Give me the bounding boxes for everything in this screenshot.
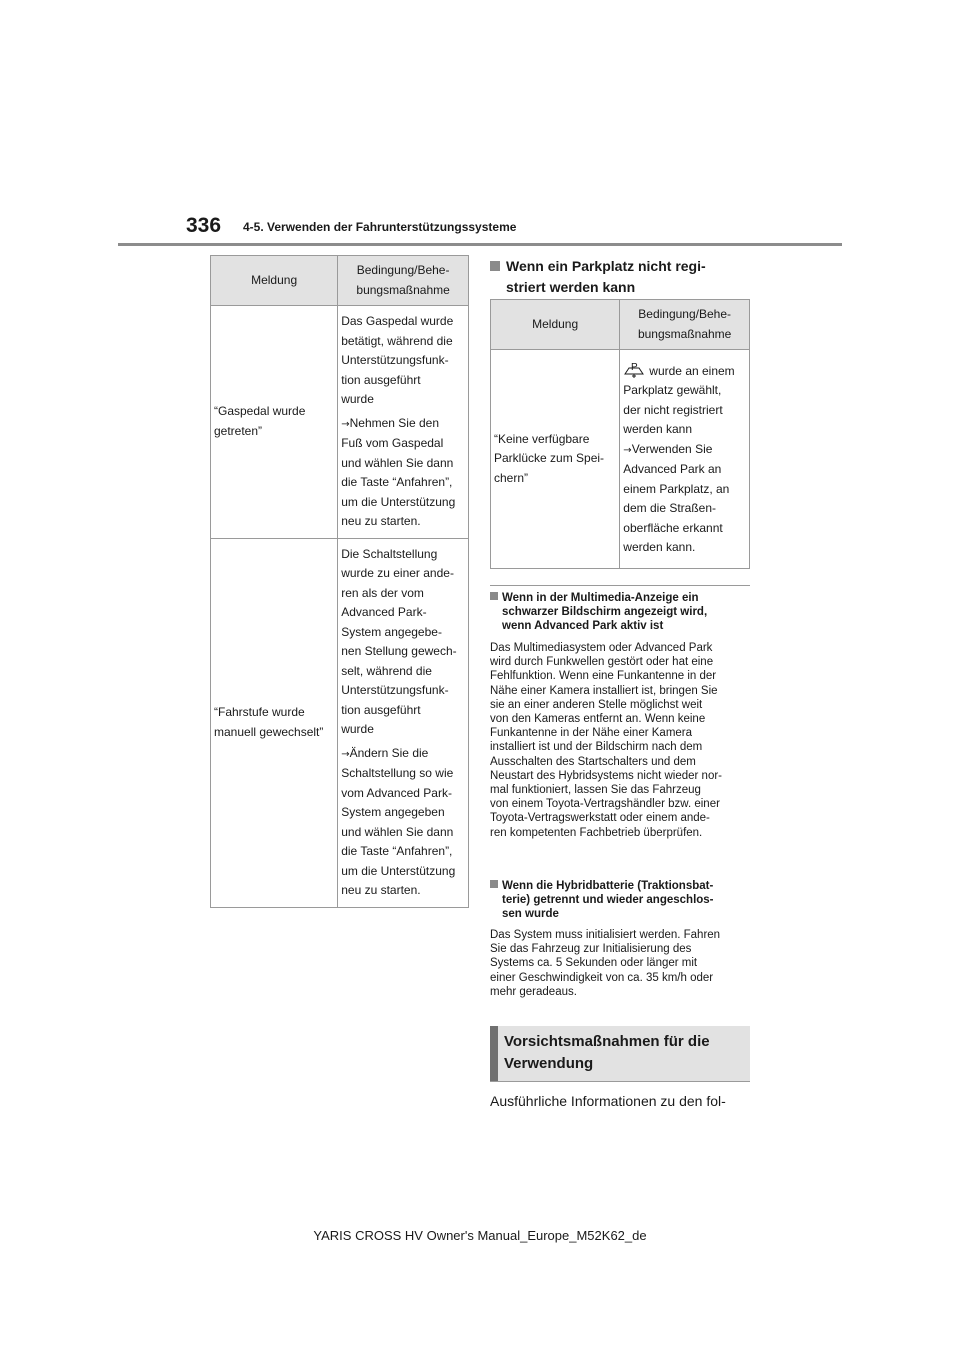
- body-line: einer Geschwindigkeit von ca. 35 km/h oder: [490, 971, 714, 984]
- square-bullet-icon: [490, 592, 498, 600]
- condition-line: werden kann: [623, 422, 693, 436]
- body-line: Das Multimediasystem oder Advanced Park: [490, 642, 713, 654]
- condition-line: Parkplatz gewählt,: [623, 383, 722, 397]
- condition-line: wurde zu einer ande-: [341, 566, 454, 580]
- message-line: “Fahrstufe wurde: [214, 705, 305, 719]
- condition-cell: [338, 306, 469, 539]
- message-cell: [211, 538, 338, 907]
- header-line: bungsmaßnahme: [637, 326, 732, 341]
- action-line: Schaltstellung so wie: [341, 766, 454, 780]
- condition-line: wurde: [341, 392, 374, 406]
- note-title-line: sen wurde: [502, 908, 559, 920]
- left-message-table: [210, 255, 469, 908]
- table-header-row: [211, 256, 469, 306]
- note-body-hybrid-battery: [490, 928, 752, 999]
- heading-line: Wenn ein Parkplatz nicht regi-: [506, 258, 706, 274]
- body-line: Fehlfunktion. Wenn eine Funkantenne in der: [490, 670, 717, 683]
- right-message-table: [490, 299, 750, 569]
- action-line: einem Parkplatz, an: [623, 481, 730, 496]
- table-row: [211, 306, 469, 539]
- note-heading-black-screen: [490, 591, 750, 633]
- square-bullet-icon: [490, 261, 500, 271]
- arrow-icon: →: [623, 444, 632, 456]
- section-header: 4-5. Verwenden der Fahrunterstützungssysteme: [243, 220, 517, 234]
- table-row: [211, 538, 469, 907]
- message-line: getreten”: [214, 423, 263, 438]
- action-line: die Taste “Anfahren”,: [341, 844, 453, 858]
- arrow-icon: →: [341, 418, 350, 430]
- message-line: “Keine verfügbare: [494, 431, 590, 446]
- body-line: installiert ist und der Bildschirm nach dem: [490, 741, 703, 754]
- condition-line: betätigt, während die: [341, 333, 453, 348]
- condition-line: tion ausgeführt: [341, 372, 421, 387]
- body-line: wird durch Funkwellen gestört oder hat eine: [490, 656, 714, 669]
- condition-line: Unterstützungsfunk-: [341, 353, 449, 367]
- arrow-icon: →: [341, 748, 350, 760]
- message-line: Parklücke zum Spei-: [494, 451, 605, 466]
- condition-line: nen Stellung gewech-: [341, 644, 457, 658]
- parking-not-registered-heading: [490, 256, 752, 298]
- table-row: [491, 350, 750, 569]
- condition-line: ren als der vom: [341, 585, 424, 600]
- header-line: Bedingung/Behe-: [638, 307, 732, 321]
- note-title-line: Wenn in der Multimedia-Anzeige ein: [502, 592, 699, 604]
- action-line: Ändern Sie die: [349, 745, 429, 760]
- message-line: chern”: [494, 470, 529, 485]
- action-line: Fuß vom Gaspedal: [341, 436, 444, 450]
- action-line: vom Advanced Park-: [341, 785, 452, 800]
- header-line: bungsmaßnahme: [356, 282, 450, 297]
- condition-line: wurde an einem: [649, 363, 735, 378]
- callout-title: [504, 1031, 744, 1075]
- condition-cell: [620, 350, 750, 569]
- action-line: werden kann.: [623, 540, 696, 554]
- body-line: Neustart des Hybridsystems nicht wieder nor-: [490, 769, 722, 782]
- condition-line: System angegebe-: [341, 624, 442, 639]
- message-line: “Gaspedal wurde: [214, 404, 306, 419]
- footer: YARIS CROSS HV Owner's Manual_Europe_M52K62_de: [313, 1228, 647, 1243]
- section-divider: [490, 585, 750, 586]
- note-title-line: Wenn die Hybridbatterie (Traktionsbat-: [502, 880, 714, 892]
- condition-cell: [338, 538, 469, 907]
- precautions-callout: [490, 1026, 750, 1081]
- note-title-line: schwarzer Bildschirm angezeigt wird,: [502, 606, 708, 618]
- header-line: Bedingung/Behe-: [356, 263, 450, 277]
- condition-line: Unterstützungsfunk-: [341, 683, 449, 697]
- parking-icon: [623, 361, 645, 379]
- body-line: mal funktioniert, lassen Sie das Fahrzeug: [490, 784, 701, 797]
- condition-line: Die Schaltstellung: [341, 546, 438, 561]
- condition-line: der nicht registriert: [623, 402, 723, 417]
- action-line: und wählen Sie dann: [341, 824, 454, 839]
- action-line: um die Unterstützung: [341, 863, 456, 878]
- svg-text:P: P: [631, 361, 638, 373]
- callout-line: Verwendung: [504, 1055, 594, 1072]
- body-line: Das System muss initialisiert werden. Fahren: [490, 929, 721, 941]
- note-title-line: wenn Advanced Park aktiv ist: [502, 620, 664, 632]
- header-meldung: Meldung: [211, 256, 338, 306]
- body-line: von einem Toyota-Vertragshändler bzw. einer: [490, 798, 720, 811]
- body-line: Sie das Fahrzeug zur Initialisierung des: [490, 943, 692, 956]
- condition-line: selt, während die: [341, 663, 432, 678]
- action-line: System angegeben: [341, 805, 445, 819]
- note-heading-hybrid-battery: [490, 879, 750, 921]
- body-line: mehr geradeaus.: [490, 985, 577, 998]
- header-rule: [118, 243, 842, 246]
- note-body-black-screen: [490, 641, 752, 840]
- square-bullet-icon: [490, 880, 498, 888]
- condition-line: Advanced Park-: [341, 605, 427, 619]
- action-line: die Taste “Anfahren”,: [341, 475, 453, 489]
- message-line: manuell gewechselt”: [214, 724, 324, 739]
- note-title-line: terie) getrennt und wieder angeschlos-: [502, 894, 714, 906]
- body-line: ren kompetenten Fachbetrieb überprüfen.: [490, 826, 703, 839]
- action-line: Advanced Park an: [623, 462, 722, 476]
- callout-accent-bar: [490, 1026, 498, 1081]
- action-line: oberfläche erkannt: [623, 520, 723, 535]
- action-line: neu zu starten.: [341, 883, 421, 897]
- condition-line: wurde: [341, 722, 374, 736]
- callout-rule: [490, 1081, 750, 1082]
- body-line: von den Kameras entfernt an. Wenn keine: [490, 713, 706, 726]
- header-bedingung: [620, 300, 750, 350]
- action-line: dem die Straßen-: [623, 501, 717, 515]
- page-number: 336: [186, 214, 222, 237]
- condition-line: tion ausgeführt: [341, 702, 421, 717]
- action-line: um die Unterstützung: [341, 494, 456, 509]
- message-cell: [491, 350, 620, 569]
- heading-line: striert werden kann: [506, 279, 636, 295]
- continuation-text: Ausführliche Informationen zu den fol-: [490, 1093, 726, 1109]
- callout-line: Vorsichtsmaßnahmen für die: [504, 1033, 710, 1050]
- body-line: Toyota-Vertragswerkstatt oder einem ande-: [490, 812, 710, 825]
- body-line: sie an einer anderen Stelle möglichst weit: [490, 698, 703, 711]
- action-line: und wählen Sie dann: [341, 455, 454, 470]
- action-line: Verwenden Sie: [631, 441, 713, 456]
- condition-line: Das Gaspedal wurde: [341, 314, 454, 328]
- message-cell: [211, 306, 338, 539]
- action-line: neu zu starten.: [341, 514, 421, 528]
- body-line: Nähe einer Kamera installiert ist, bringen Sie: [490, 684, 718, 697]
- body-line: Systems ca. 5 Sekunden oder länger mit: [490, 957, 698, 970]
- table-header-row: [491, 300, 750, 350]
- header-bedingung: [338, 256, 469, 306]
- action-line: Nehmen Sie den: [349, 415, 439, 430]
- body-line: Funkantenne in der Nähe einer Kamera: [490, 727, 693, 740]
- body-line: Ausschalten des Startschalters und dem: [490, 755, 696, 768]
- header-meldung: Meldung: [491, 300, 620, 350]
